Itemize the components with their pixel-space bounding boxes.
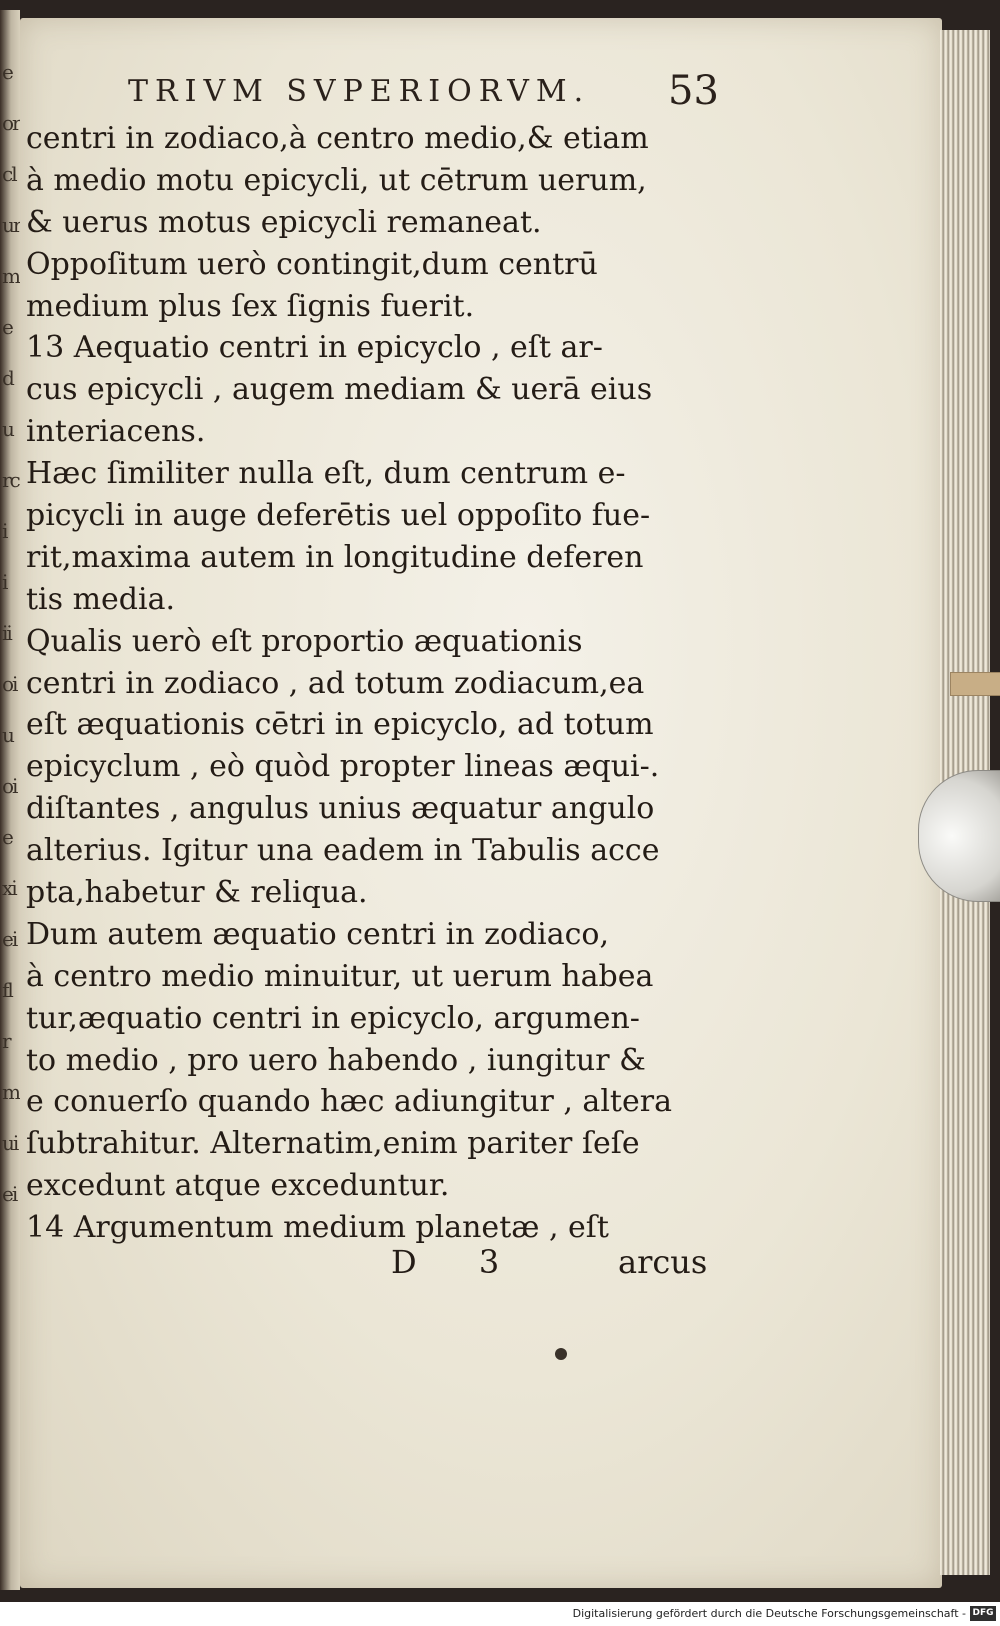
text-line: tur,æquatio centri in epicyclo, argumen- (26, 1000, 640, 1036)
running-head: TRIVM SVPERIORVM. (128, 74, 591, 109)
footer-bar (0, 1602, 1000, 1626)
text-line: ſubtrahitur. Alternatim,enim pariter ſeſe (26, 1126, 640, 1162)
gutter-fragment: e (2, 825, 12, 849)
text-line: alterius. Igitur una eadem in Tabulis acce (26, 833, 660, 869)
text-line: diſtantes , angulus unius æquatur angulo (26, 791, 655, 827)
text-line: tis media. (26, 581, 176, 617)
text-line: centri in zodiaco,à centro medio,& etiam (26, 121, 649, 156)
text-line: Qualis uerò eſt proportio æquationis (26, 623, 583, 659)
gutter-fragment: ei (2, 927, 17, 951)
funding-credit: Digitalisierung gefördert durch die Deutsche Forschungsgemeinschaft - (572, 1607, 966, 1620)
text-line: & uerus motus epicycli remaneat. (26, 204, 542, 240)
gutter-fragment: fl (2, 978, 12, 1002)
gutter-fragment: d (2, 366, 13, 390)
text-line: medium plus ſex ſignis fuerit. (26, 288, 475, 324)
text-line: epicyclum , eò quòd propter lineas æqui-. (26, 749, 660, 785)
text-line: pta,habetur & reliqua. (26, 875, 368, 911)
text-line: to medio , pro uero habendo , iungitur & (26, 1042, 646, 1078)
paper-marker-strip (950, 672, 1000, 696)
gutter-fragment: m (2, 1080, 19, 1104)
text-line: centri in zodiaco , ad totum zodiacum,ea (26, 665, 645, 701)
text-line: excedunt atque exceduntur. (26, 1168, 450, 1204)
gutter-fragment: ii (2, 621, 11, 645)
text-line: rit,maxima autem in longitudine deferen (26, 539, 644, 575)
text-line: eſt æquationis cētri in epicyclo, ad totum (26, 707, 654, 743)
text-line: picycli in auge deferētis uel oppoſito fue- (26, 498, 651, 534)
page-header (128, 64, 728, 116)
gutter-fragment: cl (2, 162, 16, 186)
gutter-fragment: i (2, 570, 7, 594)
page-number: 53 (668, 68, 719, 114)
gutter-fragment: ui (2, 1131, 18, 1155)
text-line: 14 Argumentum medium planetæ , eſt (26, 1210, 609, 1246)
text-line: à medio motu epicycli, ut cētrum uerum, (26, 162, 647, 198)
gutter-fragment: or (2, 111, 20, 135)
text-line: Dum autem æquatio centri in zodiaco, (26, 916, 610, 952)
text-line: à centro medio minuitur, ut uerum habea (26, 958, 654, 994)
signature-mark: D 3 (391, 1243, 526, 1281)
text-line: interiacens. (26, 414, 206, 450)
catchline (26, 1243, 716, 1283)
text-line: 13 Aequatio centri in epicyclo , eſt ar- (26, 330, 603, 366)
text-line: Oppoſitum uerò contingit,dum centrū (26, 246, 598, 282)
ink-dot (555, 1348, 567, 1360)
text-line: cus epicycli , augem mediam & uerā eius (26, 372, 653, 408)
body-text (26, 118, 726, 1249)
gutter-fragment: xi (2, 876, 16, 900)
dfg-logo: DFG (970, 1606, 996, 1621)
gutter-fragment: e (2, 60, 12, 84)
gutter-fragment: i (2, 519, 7, 543)
text-line: e conuerſo quando hæc adiungitur , altera (26, 1084, 672, 1120)
text-line: Hæc ſimiliter nulla eſt, dum centrum e- (26, 456, 626, 492)
gutter-fragment: oi (2, 672, 17, 696)
catchword: arcus (618, 1243, 708, 1281)
gutter-fragment: e (2, 315, 12, 339)
gutter-fragment: u (2, 723, 13, 747)
gutter-fragment: ur (2, 213, 20, 237)
gutter-fragment: oi (2, 774, 17, 798)
gutter-fragment: rc (2, 468, 19, 492)
gutter-fragment: ei (2, 1182, 17, 1206)
gutter-fragment: m (2, 264, 19, 288)
gutter-fragment: r (2, 1029, 10, 1053)
gutter-fragment: u (2, 417, 13, 441)
